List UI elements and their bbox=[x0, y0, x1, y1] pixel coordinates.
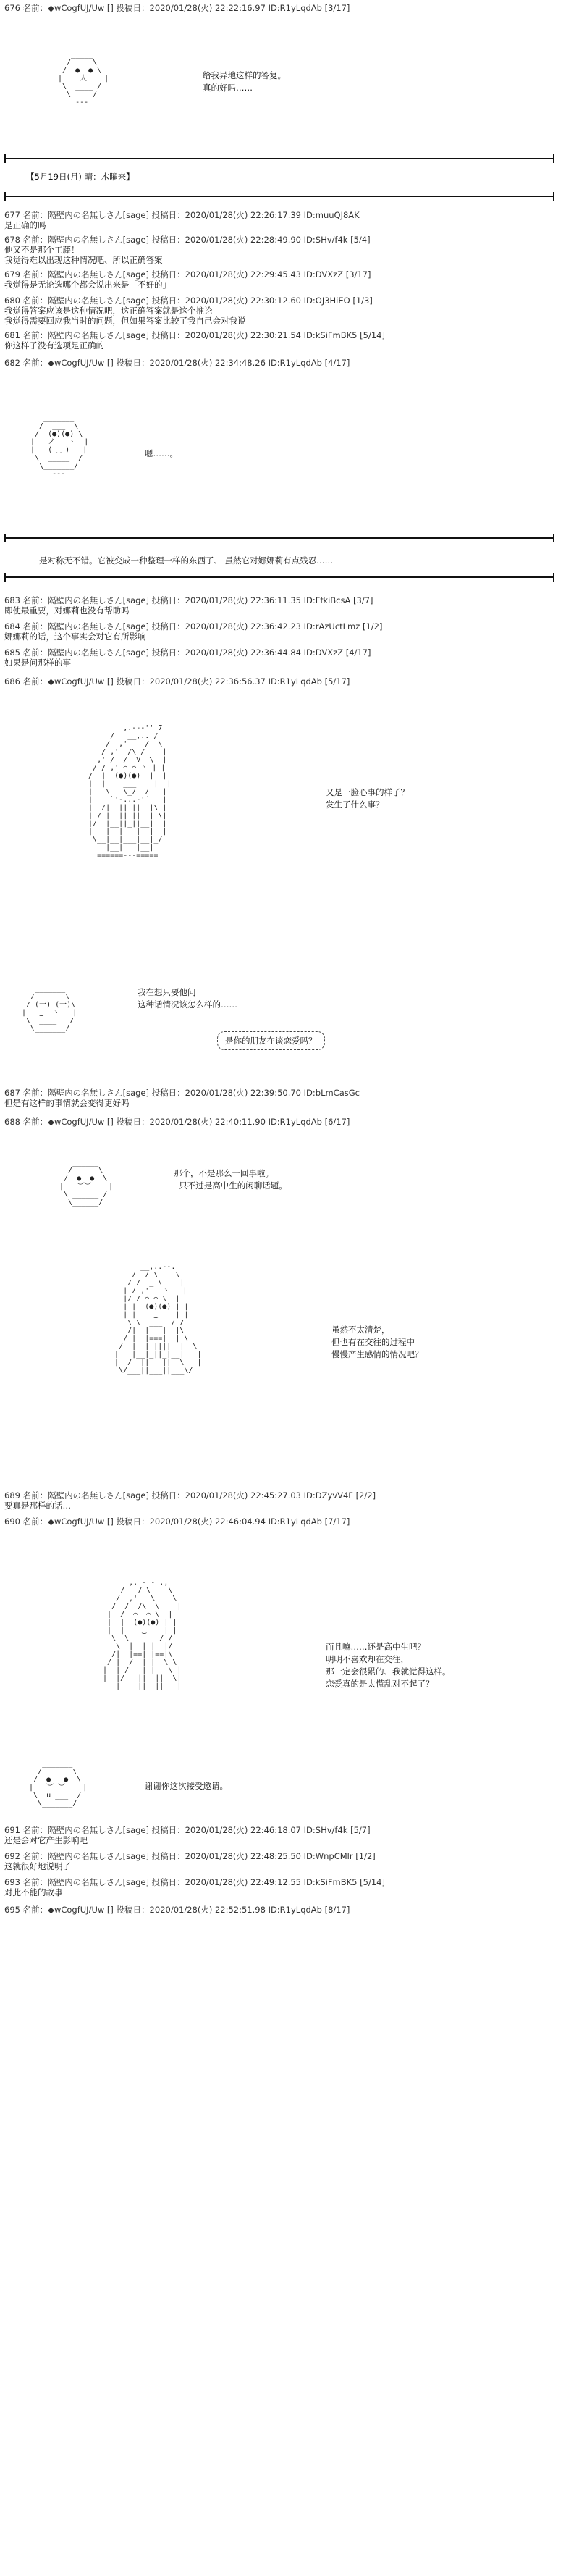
speech-bubble: 是你的朋友在谈恋爱吗？ bbox=[217, 1031, 325, 1050]
post-header: 681 名前：隔壁内の名無しさん[sage] 投稿日：2020/01/28(火) 22:30:21.54 ID:kSiFmBK5 [5/14] bbox=[4, 330, 385, 340]
post-header: 693 名前：隔壁内の名無しさん[sage] 投稿日：2020/01/28(火) 22:49:12.55 ID:kSiFmBK5 [5/14] bbox=[4, 1877, 385, 1887]
post-body: 要真是那样的话… bbox=[4, 1501, 71, 1511]
post-684 bbox=[4, 621, 569, 642]
post-695 bbox=[4, 1905, 569, 1915]
post-680 bbox=[4, 295, 569, 326]
post-689 bbox=[4, 1490, 569, 1511]
post-676 bbox=[4, 3, 569, 13]
dialog-4: 我在想只要他问 这种话情况该怎么样的…… bbox=[138, 987, 237, 1010]
post-685 bbox=[4, 647, 569, 668]
post-body: 娜娜莉的话，这个事实会对它有所影响 bbox=[4, 632, 146, 642]
post-header: 682 名前：◆wCogfUJ/Uw [] 投稿日：2020/01/28(火) 22:34:48.26 ID:R1yLqdAb [4/17] bbox=[4, 358, 350, 368]
post-header: 678 名前：隔壁内の名無しさん[sage] 投稿日：2020/01/28(火) 22:28:49.90 ID:SHv/f4k [5/4] bbox=[4, 235, 371, 245]
ascii-character-2: __,..--. / / \ \ / / _ \ | | / ,' ヽ | |/ / ⌒ ⌒ \ | | | (●)(●) | | | | ‿ | | \ \ ___ / / /| | | |\ / | |===| | \ / | | |||| | \ | |__|_||_|__| | | / || || \ | \/___||___||___\/ bbox=[114, 1263, 202, 1375]
post-691 bbox=[4, 1825, 569, 1845]
post-header: 692 名前：隔壁内の名無しさん[sage] 投稿日：2020/01/28(火) 22:48:25.50 ID:WnpCMlr [1/2] bbox=[4, 1851, 376, 1861]
post-header: 691 名前：隔壁内の名無しさん[sage] 投稿日：2020/01/28(火) 22:46:18.07 ID:SHv/f4k [5/7] bbox=[4, 1825, 371, 1835]
post-688 bbox=[4, 1117, 569, 1127]
post-body: 他又不是那个工藤！ 我觉得难以出现这种情况吧、所以正确答案 bbox=[4, 245, 163, 265]
ascii-face-4: ______ / \ / ● ● \ | ︶︶ | \ ______ / \______/ bbox=[59, 1159, 114, 1207]
ascii-face-1: _____ / \ / ● ● \ | 人 | \ ____ / \_____/ --- bbox=[58, 51, 109, 106]
post-body: 是正确的吗 bbox=[4, 220, 46, 230]
post-header: 689 名前：隔壁内の名無しさん[sage] 投稿日：2020/01/28(火) 22:45:27.03 ID:DZyvV4F [2/2] bbox=[4, 1490, 376, 1501]
ascii-character-1: ,.---'' 7 / __,.. / / ,' / \ / ,' /\ / | ,' / / V \ | / / ,' ⌒ ⌒ ヽ | | / | (●)(●) | | | | ___ | | | \ \_/ / | | `'-...-'´ | | /| || || |\ | | / | || || | \| |/ |__||_||__| | | | | | | | \__|__|___|__|_/ |__| |__| ======---===== bbox=[88, 724, 172, 860]
scene-title: 【5月19日(月) 晴：木曜来】 bbox=[26, 172, 135, 182]
post-body: 对此不能的故事 bbox=[4, 1887, 63, 1897]
dialog-5: 那个，不是那么一回事啦。 只不过是高中生的闲聊话题。 bbox=[174, 1168, 287, 1191]
post-header: 680 名前：隔壁内の名無しさん[sage] 投稿日：2020/01/28(火) 22:30:12.60 ID:OJ3HiEO [1/3] bbox=[4, 295, 373, 306]
post-header: 677 名前：隔壁内の名無しさん[sage] 投稿日：2020/01/28(火) 22:26:17.39 ID:muuQJ8AK bbox=[4, 210, 360, 220]
post-header: 679 名前：隔壁内の名無しさん[sage] 投稿日：2020/01/28(火) 22:29:45.43 ID:DVXzZ [3/17] bbox=[4, 269, 371, 280]
dialog-7: 而且嘛……还是高中生吧？ 明明不喜欢却在交往， 那一定会很累的、我就觉得这样。 恋爱真的是太慌乱对不起了？ bbox=[326, 1642, 451, 1689]
separator bbox=[4, 158, 554, 159]
post-header: 690 名前：◆wCogfUJ/Uw [] 投稿日：2020/01/28(火) 22:46:04.94 ID:R1yLqdAb [7/17] bbox=[4, 1516, 350, 1527]
post-692 bbox=[4, 1851, 569, 1871]
ascii-character-3: ,. -─- ., / / \ \ / ,' \ \ / / /\ \ | | / ⌒ ⌒ \ | | | (●)(●) | | | | ‿ | | \ \ ___ / / \ | | | |/ /| |==| |==|\ / | / | | \ \ | | /___|_|___\ | |__|/ || || \| |____||__||___| bbox=[103, 1579, 182, 1690]
post-header: 683 名前：隔壁内の名無しさん[sage] 投稿日：2020/01/28(火) 22:36:11.35 ID:FfkiBcsA [3/7] bbox=[4, 595, 373, 605]
post-body: 还是会对它产生影响吧 bbox=[4, 1835, 88, 1845]
dialog-3: 又是一脸心事的样子？ 发生了什么事？ bbox=[326, 787, 409, 810]
dialog-1: 给我异地这样的答复。 真的好吗…… bbox=[203, 70, 286, 93]
post-header: 688 名前：◆wCogfUJ/Uw [] 投稿日：2020/01/28(火) 22:40:11.90 ID:R1yLqdAb [6/17] bbox=[4, 1117, 350, 1127]
dialog-6: 虽然不太清楚， 但也有在交往的过程中 慢慢产生感情的情况吧？ bbox=[331, 1325, 423, 1359]
post-body: 我觉得是无论选哪个都会说出来是「不好的」 bbox=[4, 280, 171, 290]
post-687 bbox=[4, 1088, 569, 1108]
post-681 bbox=[4, 330, 569, 351]
post-693 bbox=[4, 1877, 569, 1897]
dialog-8: 谢谢你这次接受邀请。 bbox=[145, 1781, 228, 1791]
separator bbox=[4, 537, 554, 539]
post-678 bbox=[4, 235, 569, 265]
post-683 bbox=[4, 595, 569, 616]
post-682 bbox=[4, 358, 569, 368]
ascii-face-5: _______ / \ / ● ● \ | ︶ ︶ | \ u ___ / \_______/ bbox=[29, 1760, 88, 1808]
post-body: 即使最重要，对娜莉也没有帮助吗 bbox=[4, 605, 130, 616]
dialog-2: 嗯……。 bbox=[145, 448, 178, 458]
narration: 是对称无不错。它被变成一种整理一样的东西了、 虽然它对娜娜莉有点残忍…… bbox=[39, 555, 334, 566]
post-body: 这就很好地说明了 bbox=[4, 1861, 71, 1871]
post-header: 684 名前：隔壁内の名無しさん[sage] 投稿日：2020/01/28(火) 22:36:42.23 ID:rAzUctLmz [1/2] bbox=[4, 621, 383, 632]
post-body: 如果是问那样的事 bbox=[4, 658, 71, 668]
post-686 bbox=[4, 676, 569, 687]
post-header: 687 名前：隔壁内の名無しさん[sage] 投稿日：2020/01/28(火) 22:39:50.70 ID:bLmCasGc bbox=[4, 1088, 360, 1098]
ascii-face-2: _______ / ___ \ / (●)(●) \ | ノ ヽ | | ( ‿ ) | \ _____ / \_______/ --- bbox=[30, 414, 89, 478]
post-body: 你这样子没有选项是正确的 bbox=[4, 340, 104, 351]
separator bbox=[4, 196, 554, 197]
post-header: 695 名前：◆wCogfUJ/Uw [] 投稿日：2020/01/28(火) 22:52:51.98 ID:R1yLqdAb [8/17] bbox=[4, 1905, 350, 1915]
post-679 bbox=[4, 269, 569, 290]
post-header: 676 名前：◆wCogfUJ/Uw [] 投稿日：2020/01/28(火) 22:22:16.97 ID:R1yLqdAb [3/17] bbox=[4, 3, 350, 13]
post-header: 686 名前：◆wCogfUJ/Uw [] 投稿日：2020/01/28(火) 22:36:56.37 ID:R1yLqdAb [5/17] bbox=[4, 676, 350, 687]
post-body: 我觉得答案应该是这种情况吧，这正确答案就是这个推论 我觉得需要回应我当时的问题，但如果答案比较了我自己会对我说 bbox=[4, 306, 246, 326]
separator bbox=[4, 576, 554, 578]
post-690 bbox=[4, 1516, 569, 1527]
post-677 bbox=[4, 210, 569, 230]
post-body: 但是有这样的事情就会变得更好吗 bbox=[4, 1098, 130, 1108]
post-header: 685 名前：隔壁内の名無しさん[sage] 投稿日：2020/01/28(火) 22:36:44.84 ID:DVXzZ [4/17] bbox=[4, 647, 371, 658]
ascii-face-3: _______ / \ / (一) (一)\ | ‿ ヽ | \ ____ / \_______/ bbox=[22, 985, 77, 1033]
